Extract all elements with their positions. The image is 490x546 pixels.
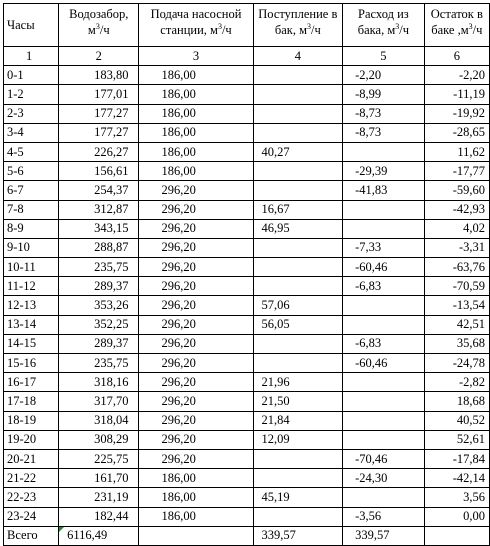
- total-outflow-cell: 339,57: [343, 526, 425, 545]
- hours-cell: 5-6: [4, 162, 59, 181]
- hours-cell: 10-11: [4, 258, 59, 277]
- intake-cell: 318,04: [59, 411, 139, 430]
- table-row: [4, 104, 490, 123]
- intake-cell: 231,19: [59, 488, 139, 507]
- column-number: 1: [4, 47, 59, 66]
- hours-cell: 3-4: [4, 123, 59, 142]
- remain-cell: -70,59: [424, 277, 489, 296]
- table-row: [4, 66, 490, 85]
- column-number-row: [4, 47, 490, 66]
- remain-cell: -42,14: [424, 469, 489, 488]
- inflow-cell: 45,19: [253, 488, 343, 507]
- pump-cell: 296,20: [139, 392, 253, 411]
- table-row: [4, 142, 490, 161]
- inflow-cell: [253, 334, 343, 353]
- inflow-cell: [253, 277, 343, 296]
- header-hours: Часы: [4, 4, 59, 47]
- outflow-cell: -6,83: [343, 277, 425, 296]
- outflow-cell: -60,46: [343, 354, 425, 373]
- pump-cell: 296,20: [139, 430, 253, 449]
- remain-cell: -59,60: [424, 181, 489, 200]
- remain-cell: -2,82: [424, 373, 489, 392]
- intake-cell: 177,27: [59, 123, 139, 142]
- outflow-cell: -7,33: [343, 238, 425, 257]
- intake-cell: 353,26: [59, 296, 139, 315]
- remain-cell: -19,92: [424, 104, 489, 123]
- column-number: 5: [343, 47, 425, 66]
- remain-cell: -2,20: [424, 66, 489, 85]
- table-row: [4, 200, 490, 219]
- intake-cell: 308,29: [59, 430, 139, 449]
- outflow-cell: [343, 200, 425, 219]
- inflow-cell: [253, 104, 343, 123]
- remain-cell: 42,51: [424, 315, 489, 334]
- pump-cell: 186,00: [139, 162, 253, 181]
- remain-cell: 4,02: [424, 219, 489, 238]
- outflow-cell: -29,39: [343, 162, 425, 181]
- outflow-cell: -70,46: [343, 449, 425, 468]
- hours-cell: 2-3: [4, 104, 59, 123]
- table-row: [4, 449, 490, 468]
- remain-cell: 18,68: [424, 392, 489, 411]
- inflow-cell: [253, 238, 343, 257]
- table-row: [4, 334, 490, 353]
- table-row: [4, 411, 490, 430]
- hours-cell: 16-17: [4, 373, 59, 392]
- inflow-cell: 57,06: [253, 296, 343, 315]
- table-row: [4, 85, 490, 104]
- pump-cell: 186,00: [139, 507, 253, 526]
- table-row: [4, 296, 490, 315]
- remain-cell: -42,93: [424, 200, 489, 219]
- pump-cell: 186,00: [139, 66, 253, 85]
- remain-cell: -24,78: [424, 354, 489, 373]
- outflow-cell: [343, 219, 425, 238]
- table-row: [4, 219, 490, 238]
- cell-comment-marker-icon: [59, 527, 64, 532]
- outflow-cell: [343, 315, 425, 334]
- hours-cell: 13-14: [4, 315, 59, 334]
- water-balance-table: [3, 3, 490, 546]
- hours-cell: 6-7: [4, 181, 59, 200]
- remain-cell: -63,76: [424, 258, 489, 277]
- hours-cell: 17-18: [4, 392, 59, 411]
- hours-cell: 18-19: [4, 411, 59, 430]
- outflow-cell: -41,83: [343, 181, 425, 200]
- hours-cell: 15-16: [4, 354, 59, 373]
- inflow-cell: [253, 469, 343, 488]
- pump-cell: 296,20: [139, 258, 253, 277]
- remain-cell: -17,84: [424, 449, 489, 468]
- table-row: [4, 507, 490, 526]
- table-row: [4, 488, 490, 507]
- pump-cell: 186,00: [139, 142, 253, 161]
- inflow-cell: [253, 181, 343, 200]
- table-row: [4, 258, 490, 277]
- hours-cell: 21-22: [4, 469, 59, 488]
- outflow-cell: -3,56: [343, 507, 425, 526]
- outflow-cell: -8,99: [343, 85, 425, 104]
- intake-cell: 235,75: [59, 354, 139, 373]
- table-row: [4, 315, 490, 334]
- intake-cell: 288,87: [59, 238, 139, 257]
- remain-cell: -3,31: [424, 238, 489, 257]
- intake-cell: 318,16: [59, 373, 139, 392]
- inflow-cell: 16,67: [253, 200, 343, 219]
- header-row: [4, 4, 490, 47]
- remain-cell: -17,77: [424, 162, 489, 181]
- intake-cell: 254,37: [59, 181, 139, 200]
- inflow-cell: 21,50: [253, 392, 343, 411]
- inflow-cell: [253, 123, 343, 142]
- pump-cell: 296,20: [139, 238, 253, 257]
- intake-cell: 177,27: [59, 104, 139, 123]
- total-row: [4, 526, 490, 545]
- hours-cell: 0-1: [4, 66, 59, 85]
- hours-cell: 22-23: [4, 488, 59, 507]
- outflow-cell: -2,20: [343, 66, 425, 85]
- hours-cell: 20-21: [4, 449, 59, 468]
- hours-cell: 8-9: [4, 219, 59, 238]
- header-inflow: Поступление в бак, $м^3/ч$: [253, 4, 343, 47]
- outflow-cell: -60,46: [343, 258, 425, 277]
- column-number: 3: [139, 47, 253, 66]
- hours-cell: 7-8: [4, 200, 59, 219]
- outflow-cell: -8,73: [343, 123, 425, 142]
- table-row: [4, 277, 490, 296]
- table-row: [4, 162, 490, 181]
- pump-cell: 186,00: [139, 85, 253, 104]
- table-row: [4, 430, 490, 449]
- pump-cell: 186,00: [139, 104, 253, 123]
- intake-cell: 317,70: [59, 392, 139, 411]
- pump-cell: 186,00: [139, 469, 253, 488]
- pump-cell: 296,20: [139, 334, 253, 353]
- inflow-cell: 46,95: [253, 219, 343, 238]
- outflow-cell: [343, 392, 425, 411]
- column-number: 6: [424, 47, 489, 66]
- intake-cell: 177,01: [59, 85, 139, 104]
- total-remain-cell: [424, 526, 489, 545]
- pump-cell: 296,20: [139, 296, 253, 315]
- pump-cell: 186,00: [139, 123, 253, 142]
- inflow-cell: 40,27: [253, 142, 343, 161]
- inflow-cell: [253, 66, 343, 85]
- pump-cell: 296,20: [139, 411, 253, 430]
- hours-cell: 12-13: [4, 296, 59, 315]
- hours-cell: 11-12: [4, 277, 59, 296]
- inflow-cell: [253, 85, 343, 104]
- inflow-cell: [253, 507, 343, 526]
- table-row: [4, 469, 490, 488]
- inflow-cell: 12,09: [253, 430, 343, 449]
- pump-cell: 296,20: [139, 449, 253, 468]
- outflow-cell: -6,83: [343, 334, 425, 353]
- inflow-cell: [253, 258, 343, 277]
- pump-cell: 186,00: [139, 488, 253, 507]
- header-intake: Водозабор, $м^3/ч$: [59, 4, 139, 47]
- pump-cell: 296,20: [139, 181, 253, 200]
- table-row: [4, 392, 490, 411]
- column-number: 2: [59, 47, 139, 66]
- inflow-cell: 21,96: [253, 373, 343, 392]
- total-inflow-cell: 339,57: [253, 526, 343, 545]
- hours-cell: 9-10: [4, 238, 59, 257]
- hours-cell: 23-24: [4, 507, 59, 526]
- hours-cell: 4-5: [4, 142, 59, 161]
- intake-cell: 343,15: [59, 219, 139, 238]
- intake-cell: 235,75: [59, 258, 139, 277]
- remain-cell: 35,68: [424, 334, 489, 353]
- remain-cell: 52,61: [424, 430, 489, 449]
- inflow-cell: [253, 354, 343, 373]
- table-row: [4, 354, 490, 373]
- column-number: 4: [253, 47, 343, 66]
- total-pump-cell: [139, 526, 253, 545]
- header-outflow: Расход из бака, $м^3/ч$: [343, 4, 425, 47]
- total-intake-cell: 6116,49: [59, 526, 139, 545]
- total-hours-cell: Всего: [4, 526, 59, 545]
- outflow-cell: [343, 488, 425, 507]
- header-pump: Подача насосной станции, $м^3/ч$: [139, 4, 253, 47]
- remain-cell: 0,00: [424, 507, 489, 526]
- outflow-cell: [343, 411, 425, 430]
- outflow-cell: [343, 142, 425, 161]
- pump-cell: 296,20: [139, 354, 253, 373]
- remain-cell: 40,52: [424, 411, 489, 430]
- table-row: [4, 373, 490, 392]
- pump-cell: 296,20: [139, 200, 253, 219]
- intake-cell: 312,87: [59, 200, 139, 219]
- hours-cell: 19-20: [4, 430, 59, 449]
- inflow-cell: [253, 162, 343, 181]
- header-remain: Остаток в баке $,м^3/ч$: [424, 4, 489, 47]
- remain-cell: -11,19: [424, 85, 489, 104]
- hours-cell: 14-15: [4, 334, 59, 353]
- intake-cell: 161,70: [59, 469, 139, 488]
- table-row: [4, 238, 490, 257]
- outflow-cell: [343, 430, 425, 449]
- remain-cell: -13,54: [424, 296, 489, 315]
- outflow-cell: [343, 296, 425, 315]
- intake-cell: 156,61: [59, 162, 139, 181]
- inflow-cell: [253, 449, 343, 468]
- remain-cell: -28,65: [424, 123, 489, 142]
- hours-cell: 1-2: [4, 85, 59, 104]
- pump-cell: 296,20: [139, 315, 253, 334]
- intake-cell: 225,75: [59, 449, 139, 468]
- intake-cell: 183,80: [59, 66, 139, 85]
- intake-cell: 182,44: [59, 507, 139, 526]
- table-row: [4, 123, 490, 142]
- outflow-cell: [343, 373, 425, 392]
- inflow-cell: 56,05: [253, 315, 343, 334]
- pump-cell: 296,20: [139, 277, 253, 296]
- remain-cell: 3,56: [424, 488, 489, 507]
- intake-cell: 352,25: [59, 315, 139, 334]
- intake-cell: 226,27: [59, 142, 139, 161]
- outflow-cell: -8,73: [343, 104, 425, 123]
- table-row: [4, 181, 490, 200]
- intake-cell: 289,37: [59, 334, 139, 353]
- pump-cell: 296,20: [139, 219, 253, 238]
- inflow-cell: 21,84: [253, 411, 343, 430]
- intake-cell: 289,37: [59, 277, 139, 296]
- outflow-cell: -24,30: [343, 469, 425, 488]
- remain-cell: 11,62: [424, 142, 489, 161]
- pump-cell: 296,20: [139, 373, 253, 392]
